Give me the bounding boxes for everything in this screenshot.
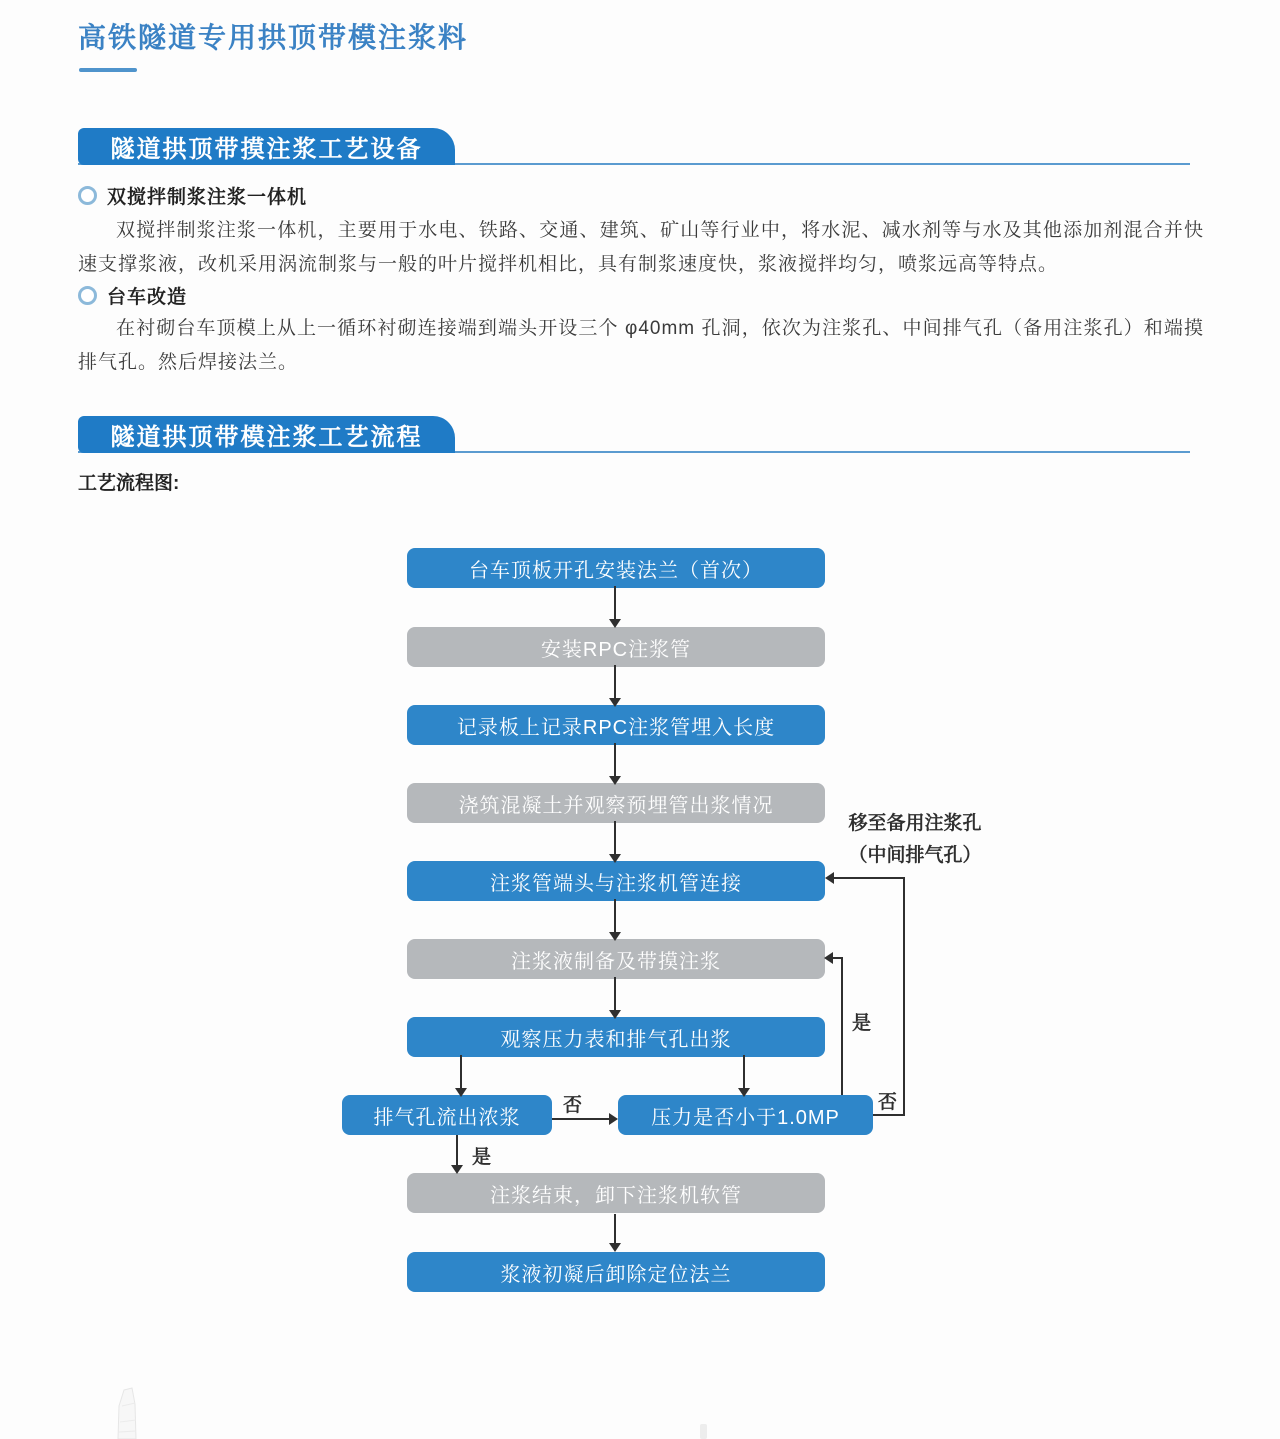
title-underline: [79, 68, 137, 72]
branch-label-yes: 是: [472, 1147, 492, 1168]
arrow-down-icon: [609, 619, 621, 628]
section-header-process: 隧道拱顶带模注浆工艺流程: [78, 416, 455, 453]
section-header-equipment: 隧道拱顶带摸注浆工艺设备: [78, 128, 455, 165]
arrow-down-icon: [609, 698, 621, 707]
paragraph-mixer: 双搅拌制浆注浆一体机，主要用于水电、铁路、交通、建筑、矿山等行业中，将水泥、减水剂等与水及其他添加剂混合并快速支撑浆液，改机采用涡流制浆与一般的叶片搅拌机相比，具有制浆速度快，浆液搅拌均匀，喷浆远高等特点。: [78, 220, 1204, 275]
arrow-down-icon: [609, 932, 621, 941]
ring-bullet-icon: [78, 186, 97, 205]
arrow-line: [460, 1055, 462, 1088]
feedback-line-no: [903, 877, 905, 1116]
tower-watermark: [106, 1386, 150, 1439]
arrow-line: [552, 1118, 609, 1120]
arrow-left-icon: [824, 952, 833, 964]
flow-node-vent-thick-grout: 排气孔流出浓浆: [342, 1095, 552, 1135]
arrow-line: [614, 977, 616, 1010]
flow-node-pressure-check: 压力是否小于1.0MP: [618, 1095, 873, 1135]
feedback-line-yes: [841, 957, 843, 1095]
arrow-line: [743, 1055, 745, 1088]
flow-node-connect-pipe: 注浆管端头与注浆机管连接: [407, 861, 825, 901]
flow-node-install-rpc-pipe: 安装RPC注浆管: [407, 627, 825, 667]
flow-node-pour-concrete: 浇筑混凝土并观察预埋管出浆情况: [407, 783, 825, 823]
watermark-smudge: [700, 1424, 707, 1439]
page-title: 高铁隧道专用拱顶带模注浆料: [78, 22, 469, 53]
flow-node-grouting-end: 注浆结束，卸下注浆机软管: [407, 1173, 825, 1213]
flow-node-observe-pressure: 观察压力表和排气孔出浆: [407, 1017, 825, 1057]
bullet-heading: 台车改造: [107, 287, 188, 308]
bullet-item-mixer: [78, 182, 307, 209]
arrow-line: [456, 1135, 458, 1165]
flow-node-install-flange: 台车顶板开孔安装法兰（首次）: [407, 548, 825, 588]
arrow-down-icon: [451, 1165, 463, 1174]
arrow-down-icon: [609, 1243, 621, 1252]
loop-annotation-line1: 移至备用注浆孔: [848, 813, 982, 834]
arrow-left-icon: [825, 872, 834, 884]
arrow-line: [614, 665, 616, 698]
flow-node-remove-flange: 浆液初凝后卸除定位法兰: [407, 1252, 825, 1292]
arrow-down-icon: [455, 1088, 467, 1097]
arrow-line: [614, 899, 616, 932]
bullet-item-trolley: [78, 282, 187, 309]
flow-diagram-label: 工艺流程图:: [78, 473, 180, 494]
feedback-line-yes: [832, 957, 843, 959]
feedback-line-no: [873, 1114, 905, 1116]
bullet-heading: 双搅拌制浆注浆一体机: [107, 187, 308, 208]
flow-node-prepare-grout: 注浆液制备及带摸注浆: [407, 939, 825, 979]
arrow-down-icon: [609, 776, 621, 785]
arrow-line: [614, 743, 616, 776]
branch-label-pressure-yes: 是: [852, 1013, 872, 1034]
arrow-line: [614, 821, 616, 854]
feedback-line-no: [834, 877, 903, 879]
branch-label-no: 否: [563, 1095, 583, 1116]
loop-annotation: [835, 808, 995, 872]
arrow-line: [614, 586, 616, 619]
branch-label-pressure-no: 否: [878, 1092, 898, 1113]
arrow-down-icon: [609, 854, 621, 863]
arrow-down-icon: [609, 1010, 621, 1019]
arrow-down-icon: [738, 1088, 750, 1097]
arrow-line: [614, 1214, 616, 1243]
flow-node-record-length: 记录板上记录RPC注浆管埋入长度: [407, 705, 825, 745]
loop-annotation-line2: （中间排气孔）: [848, 845, 982, 866]
paragraph-trolley: 在衬砌台车顶模上从上一循环衬砌连接端到端头开设三个 φ40mm 孔洞，依次为注浆孔、中间排气孔（备用注浆孔）和端摸排气孔。然后焊接法兰。: [78, 318, 1204, 373]
arrow-right-icon: [609, 1113, 618, 1125]
ring-bullet-icon: [78, 286, 97, 305]
